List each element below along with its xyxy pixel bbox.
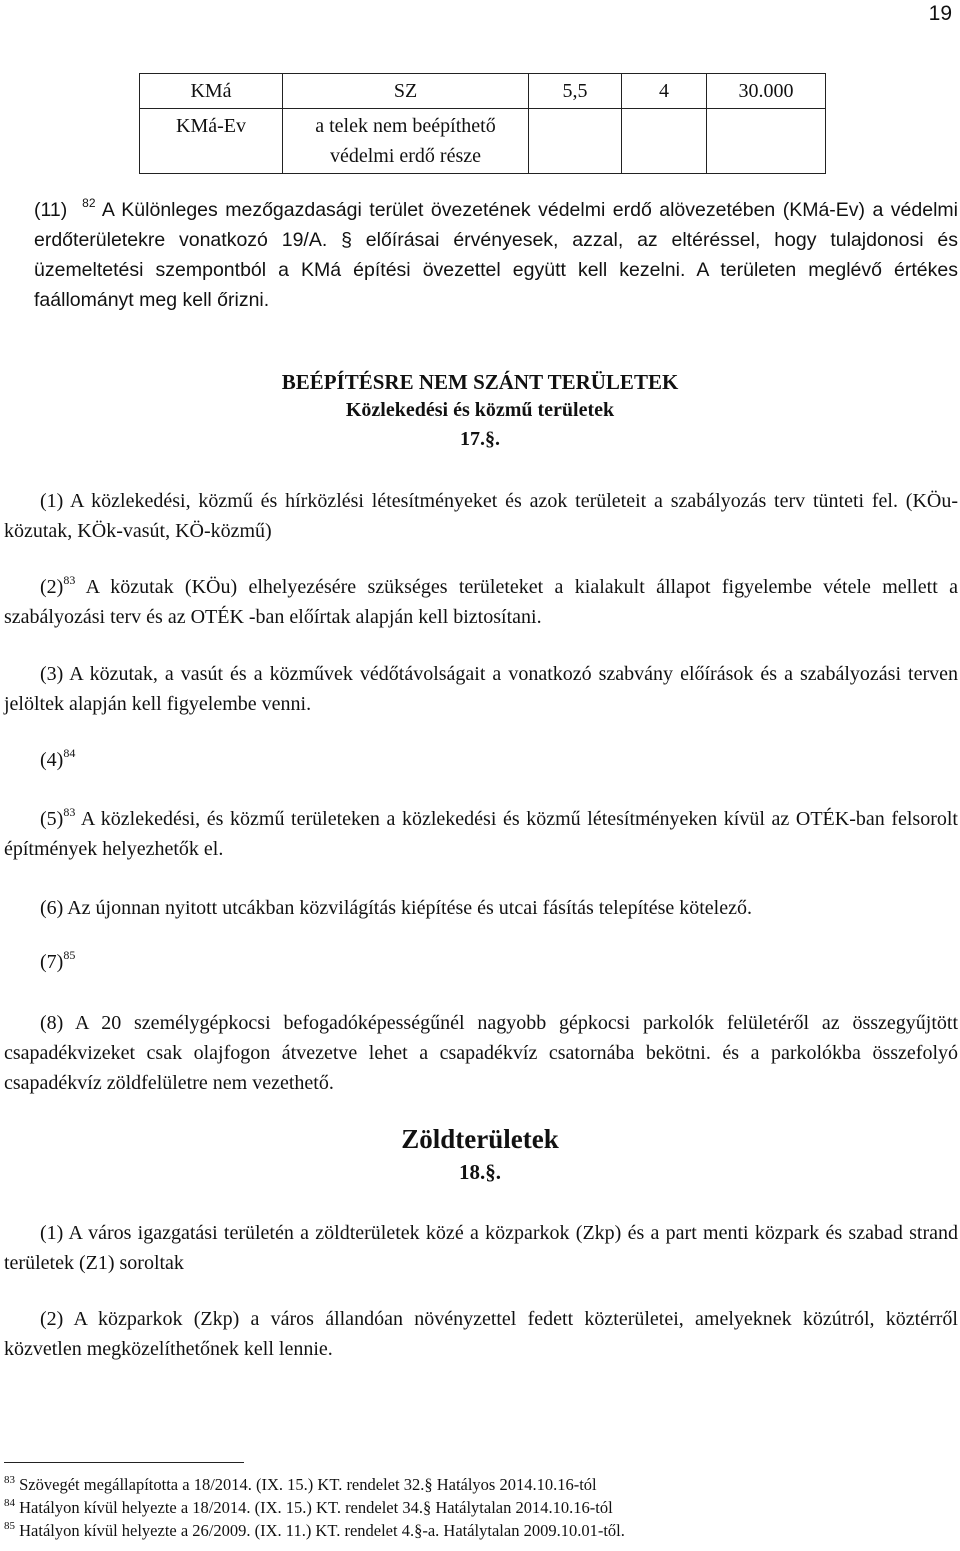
paragraph-17-7 <box>40 947 340 977</box>
section-subtitle: Közlekedési és közmű területek <box>345 399 615 421</box>
footnote-divider <box>4 1462 244 1463</box>
paragraph-label: (11) <box>34 199 68 221</box>
paragraph-18-2: (2) A közparkok (Zkp) a város állandóan növényzettel fedett közterületei, amelyeknek közútról, köztérről közvetlen megközelíthetőnek kell lennie. <box>4 1308 958 1360</box>
paragraph-18-1: (1) A város igazgatási területén a zöldterületek közé a közparkok (Zkp) és a part menti közpark és szabad strand területek (Z1) soroltak <box>4 1222 958 1274</box>
paragraph-17-2 <box>4 572 958 632</box>
table-cell: 30.000 <box>707 74 826 109</box>
footnote <box>4 1520 954 1542</box>
section-title: BEÉPÍTÉSRE NEM SZÁNT TERÜLETEK <box>281 370 679 394</box>
footnote-ref: 83 <box>63 805 76 819</box>
paragraph-label: (7) <box>40 951 64 973</box>
footnote-text: Szövegét megállapította a 18/2014. (IX. 15.) KT. rendelet 32.§ Hatályos 2014.10.16-tól <box>19 1475 597 1494</box>
table-cell: a telek nem beépíthető védelmi erdő része <box>283 109 529 174</box>
page-number: 19 <box>928 2 952 25</box>
table-cell: SZ <box>283 74 529 109</box>
footnote-ref: 85 <box>63 948 76 962</box>
paragraph-label: (4) <box>40 749 64 771</box>
footnote-number: 85 <box>4 1520 15 1532</box>
section-title: Zöldterületek <box>401 1124 559 1154</box>
footnote-number: 84 <box>4 1497 15 1509</box>
footnote <box>4 1474 954 1496</box>
paragraph-text: A közutak (KÖu) elhelyezésére szükséges területeket a kialakult állapot figyelembe vétele mellett a szabályozási terv és az OTÉK -ban előírtak alapján kell biztosítani. <box>4 576 959 628</box>
table-cell <box>622 109 707 174</box>
footnote-ref: 83 <box>63 573 76 587</box>
footnote-ref: 84 <box>63 746 76 760</box>
footnote-number: 83 <box>4 1474 15 1486</box>
table-row <box>140 74 826 109</box>
table-cell: KMá <box>140 74 283 109</box>
paragraph-text: A Különleges mezőgazdasági terület övezetének védelmi erdő alövezetében (KMá-Ev) a védelmi erdőterületekre vonatkozó 19/A. § előírásai érvényesek, azzal, az eltéréssel, hogy tulajdonosi és üzemeltetési szempontból a KMá építési övezettel együtt kell kezelni. A területen meglévő értékes faállományt meg kell őrizni. <box>34 199 958 311</box>
paragraph-17-5 <box>4 804 958 864</box>
paragraph-text: A közlekedési, és közmű területeken a közlekedési és közmű létesítményeken kívül az OTÉK-ban felsorolt építmények helyezhetők el. <box>4 808 958 860</box>
paragraph-17-3: (3) A közutak, a vasút és a közművek védőtávolságait a vonatkozó szabvány előírások és a szabályozási terven jelöltek alapján kell figyelembe venni. <box>4 663 958 715</box>
table-cell: 5,5 <box>529 74 622 109</box>
table-cell: 4 <box>622 74 707 109</box>
table-row <box>140 109 826 174</box>
paragraph-label: (5) <box>40 808 64 830</box>
footnote <box>4 1497 954 1519</box>
paragraph-11 <box>34 195 958 315</box>
section-number: 17.§. <box>460 428 500 450</box>
paragraph-17-4 <box>40 745 340 775</box>
footnote-ref: 82 <box>82 196 96 210</box>
paragraph-17-8: (8) A 20 személygépkocsi befogadóképességűnél nagyobb gépkocsi parkolók felületéről az összegyűjtött csapadékvizeket csak olajfogon átvezetve lehet a csapadékvíz csatornába bekötni. és a parkolókba összefolyó csapadékvíz zöldfelületre nem vezethető. <box>4 1012 958 1094</box>
section-number: 18.§. <box>459 1160 501 1184</box>
paragraph-label: (2) <box>40 576 64 598</box>
table-cell <box>707 109 826 174</box>
table-cell: KMá-Ev <box>140 109 283 174</box>
paragraph-17-1: (1) A közlekedési, közmű és hírközlési létesítményeket és azok területeit a szabályozás terv tünteti fel. (KÖu-közutak, KÖk-vasút, KÖ-közmű) <box>4 490 958 542</box>
footnote-text: Hatályon kívül helyezte a 26/2009. (IX. 11.) KT. rendelet 4.§-a. Hatálytalan 2009.10.01-től. <box>19 1521 625 1540</box>
table-cell <box>529 109 622 174</box>
zone-table <box>139 73 826 174</box>
paragraph-17-6: (6) Az újonnan nyitott utcákban közvilágítás kiépítése és utcai fásítás telepítése kötelező. <box>40 897 752 919</box>
footnote-text: Hatályon kívül helyezte a 18/2014. (IX. 15.) KT. rendelet 34.§ Hatálytalan 2014.10.16-tól <box>19 1498 613 1517</box>
